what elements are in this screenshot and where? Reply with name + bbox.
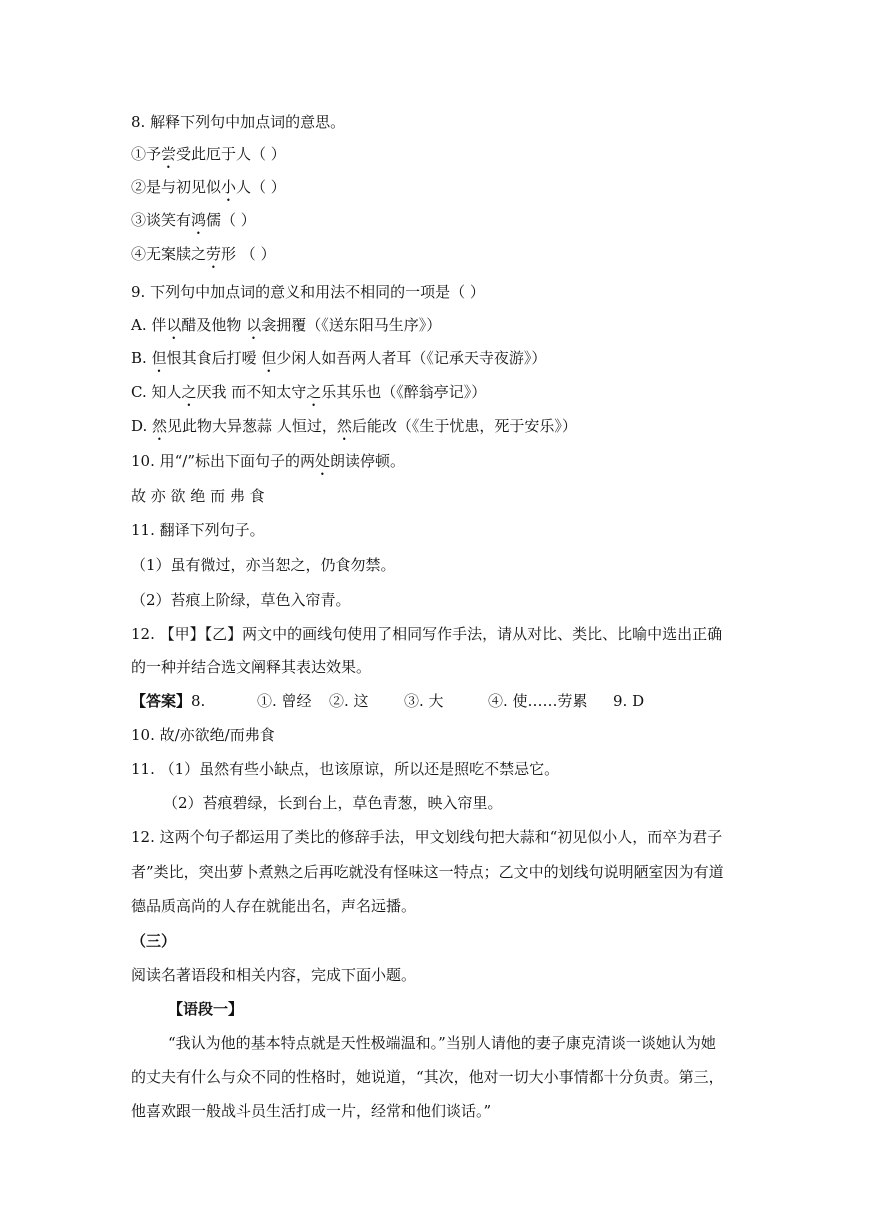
q8-item-1: ①予尝受此厄于人（ ）	[131, 145, 286, 163]
q11-item-2: （2）苔痕上阶绿，草色入帘青。	[131, 591, 351, 609]
q12-line-2: 的一种并结合选文阐释其表达效果。	[131, 658, 372, 676]
section-3-heading: （三）	[131, 932, 177, 950]
q8-item-2: ②是与初见似小人（ ）	[131, 178, 286, 196]
q10-title: 10. 用“/”标出下面句子的两处朗读停顿。	[131, 452, 406, 470]
q9-option-d: D. 然见此物大异葱蒜 人恒过，然后能改（《生于忧患，死于安乐》）	[131, 417, 577, 435]
q9-option-c: C. 知人之厌我 而不知太守之乐其乐也（《醉翁亭记》）	[131, 383, 487, 401]
answer-12-line-1: 12. 这两个句子都运用了类比的修辞手法，甲文划线句把大蒜和“初见似小人，而卒为君子	[131, 828, 723, 846]
q10-sentence: 故 亦 欲 绝 而 弗 食	[131, 487, 265, 505]
passage-1-line-1: “我认为他的基本特点就是天性极端温和。”当别人请他的妻子康克清谈一谈她认为她	[168, 1034, 716, 1052]
q9-option-b: B. 但恨其食后打嗳 但少闲人如吾两人者耳（《记承天寺夜游》）	[131, 349, 547, 367]
answer-12-line-2: 者”类比，突出萝卜煮熟之后再吃就没有怪味这一特点；乙文中的划线句说明陋室因为有道	[131, 863, 724, 881]
q9-option-a: A. 伴以醋及他物 以衾拥覆（《送东阳马生序》）	[131, 316, 442, 334]
q11-item-1: （1）虽有微过，亦当恕之，仍食勿禁。	[131, 556, 396, 574]
answer-line: 【答案】8. ①. 曾经 ②. 这 ③. 大 ④. 使……劳累 9. D	[131, 692, 645, 710]
answer-11-1: 11. （1）虽然有些小缺点，也该原谅，所以还是照吃不禁忌它。	[131, 760, 560, 778]
q8-title: 8. 解释下列句中加点词的意思。	[131, 113, 346, 131]
passage-1-line-2: 的丈夫有什么与众不同的性格时，她说道，“其次，他对一切大小事情都十分负责。第三，	[131, 1068, 724, 1086]
answer-11-2: （2）苔痕碧绿，长到台上，草色青葱，映入帘里。	[163, 794, 503, 812]
passage-1-line-3: 他喜欢跟一般战斗员生活打成一片，经常和他们谈话。”	[131, 1102, 492, 1120]
answer-10: 10. 故/亦欲绝/而弗食	[131, 726, 275, 744]
passage-1-heading: 【语段一】	[168, 1000, 244, 1018]
answer-label: 【答案】	[131, 692, 192, 710]
q8-item-4: ④无案牍之劳形 （ ）	[131, 245, 276, 263]
q9-title: 9. 下列句中加点词的意义和用法不相同的一项是（ ）	[131, 283, 485, 301]
answer-12-line-3: 德品质高尚的人存在就能出名，声名远播。	[131, 897, 417, 915]
q11-title: 11. 翻译下列句子。	[131, 521, 265, 539]
section-3-intro: 阅读名著语段和相关内容，完成下面小题。	[131, 966, 417, 984]
q8-item-3: ③谈笑有鸿儒（ ）	[131, 211, 256, 229]
q12-line-1: 12. 【甲】【乙】两文中的画线句使用了相同写作手法，请从对比、类比、比喻中选出正确	[131, 625, 723, 643]
